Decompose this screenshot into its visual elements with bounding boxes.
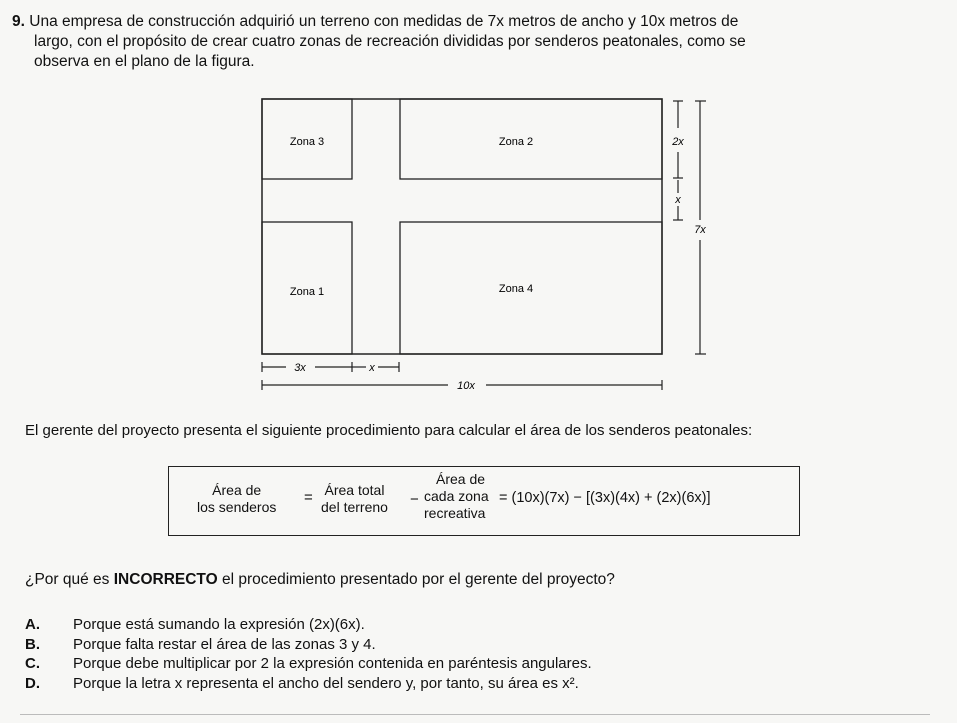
dim-2x-label: 2x [672,136,684,148]
procedure-expression: = (10x)(7x) − [(3x)(4x) + (2x)(6x)] [499,490,711,506]
fraction-area-total [321,482,388,516]
dim-3x-label: 3x [294,362,306,374]
option-b-letter: B. [25,635,40,653]
fraction-area-senderos [197,482,276,516]
page-bottom-divider [20,714,930,715]
option-d-letter: D. [25,674,40,692]
question [25,571,615,589]
question-prefix: ¿Por qué es [25,571,114,588]
answer-options [25,615,592,693]
fraction-area-zonas [424,471,489,522]
option-c-letter: C. [25,655,40,672]
minus-sign: − [410,491,419,508]
option-d[interactable] [25,674,592,694]
option-a-letter: A. [25,616,40,633]
fraction-area-senderos-top: Área de [212,482,262,498]
zone-3-label: Zona 3 [289,136,325,148]
zone-4-label: Zona 4 [498,283,534,295]
procedure-box [168,466,800,536]
problem-line-3: observa en el plano de la figura. [34,53,255,70]
question-suffix: el procedimiento presentado por el gerente del proyecto? [217,571,615,588]
fraction-area-senderos-bottom: los senderos [197,499,277,515]
dim-10x-label: 10x [457,380,475,392]
option-d-text: Porque la letra x representa el ancho del sendero y, por tanto, su área es x². [73,674,579,692]
fraction-area-zonas-top: Área de [436,471,486,487]
dim-x-bottom-label: x [369,362,375,374]
zone-1-label: Zona 1 [289,286,325,298]
dim-x-right-label: x [675,194,681,206]
option-c[interactable] [25,654,592,674]
option-c-text: Porque debe multiplicar por 2 la expresión contenida en paréntesis angulares. [73,655,592,672]
problem-line-1: Una empresa de construcción adquirió un terreno con medidas de 7x metros de ancho y 10x metros de [29,13,739,30]
option-a-text: Porque está sumando la expresión (2x)(6x). [73,616,365,633]
fraction-area-zonas-bottom: recreativa [424,505,486,521]
zone-2-label: Zona 2 [498,136,534,148]
dim-7x-label: 7x [694,224,706,236]
option-b-text: Porque falta restar el área de las zonas 3 y 4. [73,635,376,653]
option-a[interactable] [25,615,592,635]
fraction-area-total-top: Área total [324,482,385,498]
equals-sign-1: = [304,489,313,506]
procedure-intro: El gerente del proyecto presenta el siguiente procedimiento para calcular el área de los senderos peatonales: [25,422,753,439]
question-emphasis: INCORRECTO [113,571,218,588]
problem-number: 9. [12,13,25,30]
problem-line-2: largo, con el propósito de crear cuatro zonas de recreación divididas por senderos peatonales, como se [34,33,746,50]
option-b[interactable] [25,635,592,655]
fraction-area-total-bottom: del terreno [321,499,388,515]
fraction-area-zonas-mid: cada zona [424,488,489,504]
